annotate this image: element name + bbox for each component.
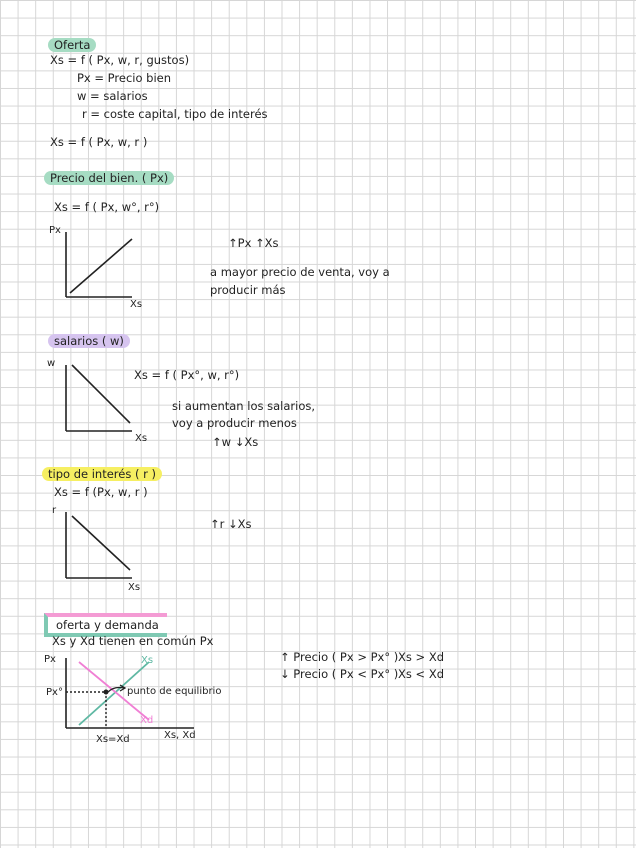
def-w: w = salarios <box>77 89 148 103</box>
od-subtitle: Xs y Xd tienen en común Px <box>52 634 214 648</box>
def-px: Px = Precio bien <box>77 71 172 85</box>
salarios-x-label: Xs <box>135 433 148 444</box>
od-demand-label: Xd <box>140 715 154 726</box>
od-rule-1: ↑ Precio ( Px > Px° ) <box>280 650 399 664</box>
salarios-heading: salarios ( w) <box>48 334 130 348</box>
precio-formula: Xs = f ( Px, w°, r°) <box>54 200 160 214</box>
precio-graph <box>44 222 174 312</box>
od-x-eq-label: Xs=Xd <box>96 734 130 745</box>
od-y-label: Px <box>44 654 56 665</box>
od-eq-label: punto de equilibrio <box>127 686 222 697</box>
oferta-formula: Xs = f ( Px, w, r, gustos) <box>50 53 190 67</box>
oferta-heading: Oferta <box>48 38 96 52</box>
interes-supply-line <box>72 516 130 570</box>
precio-x-label: Xs <box>130 299 143 310</box>
precio-supply-line <box>70 239 132 293</box>
od-heading: oferta y demanda <box>44 613 167 637</box>
od-rule-2: ↓ Precio ( Px < Px° ) <box>280 667 399 681</box>
od-x-label: Xs, Xd <box>164 730 196 741</box>
interes-x-label: Xs <box>128 582 141 593</box>
def-r: r = coste capital, tipo de interés <box>82 107 268 121</box>
salarios-formula: Xs = f ( Px°, w, r°) <box>134 368 240 382</box>
od-rule-2-result: Xs < Xd <box>398 667 444 681</box>
precio-y-label: Px <box>49 225 61 236</box>
salarios-supply-line <box>72 365 130 423</box>
interes-graph <box>44 502 154 592</box>
interes-y-label: r <box>52 505 57 516</box>
salarios-y-label: w <box>47 358 56 369</box>
interes-formula: Xs = f (Px, w, r ) <box>54 485 148 499</box>
od-rule-1-result: Xs > Xd <box>398 650 444 664</box>
precio-heading: Precio del bien. ( Px) <box>44 171 174 185</box>
interes-arrows: ↑r ↓Xs <box>210 517 252 531</box>
precio-note-2: producir más <box>210 283 286 297</box>
interes-heading: tipo de interés ( r ) <box>42 467 162 481</box>
od-eq-point <box>104 690 109 695</box>
salarios-arrows: ↑w ↓Xs <box>212 435 259 449</box>
od-supply-label: Xs <box>141 655 154 666</box>
precio-arrows: ↑Px ↑Xs <box>228 236 279 250</box>
od-px0-label: Px° <box>46 687 63 698</box>
od-graph <box>44 650 244 750</box>
salarios-note-1: si aumentan los salarios, <box>172 399 316 413</box>
oferta-formula-2: Xs = f ( Px, w, r ) <box>50 135 148 149</box>
salarios-note-2: voy a producir menos <box>172 416 297 430</box>
precio-note-1: a mayor precio de venta, voy a <box>210 265 390 279</box>
